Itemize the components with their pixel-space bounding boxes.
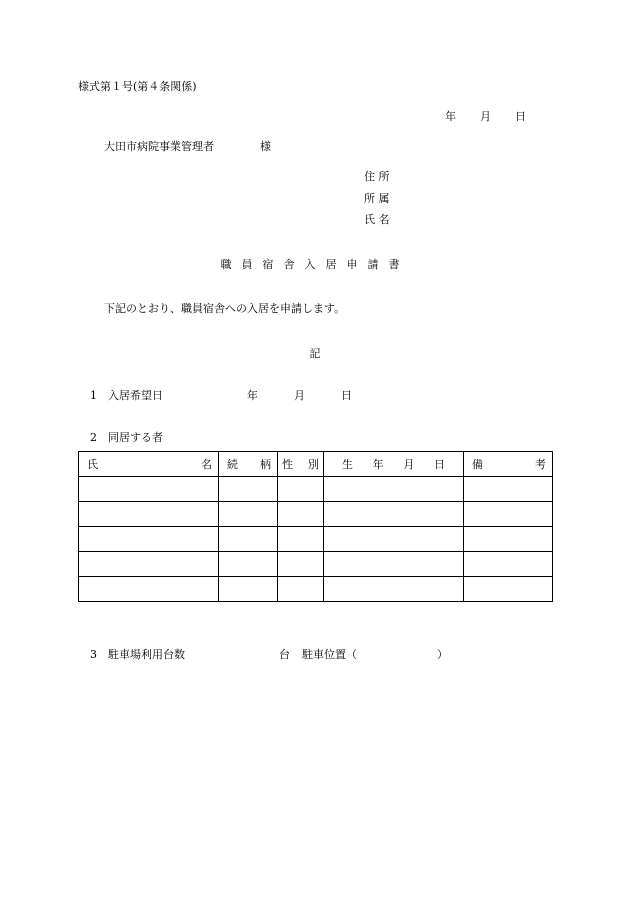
date-month-label: 月 bbox=[480, 110, 491, 123]
item2-label: 同居する者 bbox=[108, 431, 163, 444]
form-number: 様式第１号(第４条関係) bbox=[78, 80, 197, 93]
item-cohabitants bbox=[90, 432, 163, 443]
cell-gender[interactable] bbox=[278, 552, 324, 577]
cell-birthdate[interactable] bbox=[324, 527, 464, 552]
item3-unit: 台 bbox=[279, 648, 290, 661]
item-move-in-date bbox=[90, 390, 352, 401]
cell-relationship[interactable] bbox=[219, 502, 278, 527]
cell-birthdate[interactable] bbox=[324, 552, 464, 577]
addressee-honorific: 様 bbox=[260, 140, 271, 153]
table-row bbox=[79, 527, 553, 552]
parking-position-close: ） bbox=[437, 648, 448, 661]
cell-relationship[interactable] bbox=[219, 477, 278, 502]
cell-relationship[interactable] bbox=[219, 577, 278, 602]
move-in-date-fields bbox=[247, 390, 352, 401]
item1-year-label: 年 bbox=[247, 389, 258, 402]
item2-number: 2 bbox=[90, 431, 97, 444]
header-name: 氏 名 bbox=[79, 452, 219, 477]
item1-number: 1 bbox=[90, 389, 97, 402]
item-parking bbox=[90, 649, 448, 660]
cell-name[interactable] bbox=[79, 552, 219, 577]
cell-name[interactable] bbox=[79, 477, 219, 502]
item1-month-label: 月 bbox=[294, 389, 305, 402]
intro-text: 下記のとおり、職員宿舎への入居を申請します。 bbox=[104, 302, 346, 315]
cell-birthdate[interactable] bbox=[324, 477, 464, 502]
table-row bbox=[79, 552, 553, 577]
cell-name[interactable] bbox=[79, 502, 219, 527]
cell-remarks[interactable] bbox=[464, 552, 553, 577]
header-birthdate: 生 年 月 日 bbox=[324, 452, 464, 477]
header-remarks: 備 考 bbox=[464, 452, 553, 477]
item1-label: 入居希望日 bbox=[108, 389, 163, 402]
date-day-label: 日 bbox=[515, 110, 526, 123]
cell-name[interactable] bbox=[79, 577, 219, 602]
item1-day-label: 日 bbox=[341, 389, 352, 402]
applicant-name-label: 氏 名 bbox=[364, 213, 390, 226]
cell-remarks[interactable] bbox=[464, 502, 553, 527]
cell-remarks[interactable] bbox=[464, 477, 553, 502]
cohabitants-table bbox=[78, 451, 553, 602]
cell-birthdate[interactable] bbox=[324, 577, 464, 602]
item3-label: 駐車場利用台数 bbox=[108, 648, 185, 661]
cell-relationship[interactable] bbox=[219, 552, 278, 577]
cell-name[interactable] bbox=[79, 527, 219, 552]
header-gender: 性 別 bbox=[278, 452, 324, 477]
header-relationship: 続 柄 bbox=[219, 452, 278, 477]
cell-relationship[interactable] bbox=[219, 527, 278, 552]
cell-gender[interactable] bbox=[278, 527, 324, 552]
cell-gender[interactable] bbox=[278, 502, 324, 527]
table-row bbox=[79, 502, 553, 527]
applicant-address-label: 住 所 bbox=[364, 170, 390, 183]
cell-gender[interactable] bbox=[278, 477, 324, 502]
cell-gender[interactable] bbox=[278, 577, 324, 602]
table-row bbox=[79, 577, 553, 602]
item3-number: 3 bbox=[90, 648, 97, 661]
cell-birthdate[interactable] bbox=[324, 502, 464, 527]
ki-heading: 記 bbox=[309, 347, 321, 360]
parking-position-label: 駐車位置（ bbox=[302, 648, 357, 661]
form-title: 職員宿舎入居申請書 bbox=[220, 258, 410, 271]
applicant-affiliation-label: 所 属 bbox=[364, 192, 390, 205]
table-header-row bbox=[79, 452, 553, 477]
table-row bbox=[79, 477, 553, 502]
addressee bbox=[104, 141, 271, 152]
cell-remarks[interactable] bbox=[464, 527, 553, 552]
cell-remarks[interactable] bbox=[464, 577, 553, 602]
date-year-label: 年 bbox=[445, 110, 456, 123]
addressee-name: 大田市病院事業管理者 bbox=[104, 140, 214, 153]
submission-date bbox=[445, 111, 526, 122]
